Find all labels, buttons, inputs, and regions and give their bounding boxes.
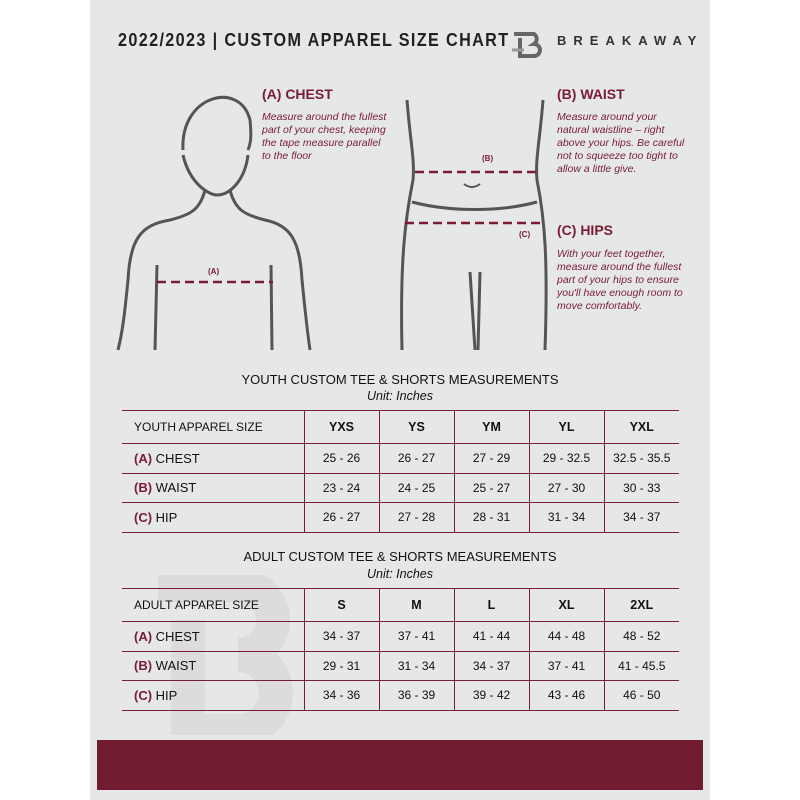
measure-label (122, 444, 304, 474)
measurement-cell: 24 - 25 (379, 473, 454, 503)
waist-description: Measure around your natural waistline – right above your hips. Be careful not to squeeze too tight to allow a little give. (557, 111, 685, 175)
brand-name: BREAKAWAY (557, 33, 704, 48)
waist-marker: (B) (482, 154, 494, 163)
youth-table-title: YOUTH CUSTOM TEE & SHORTS MEASUREMENTS (241, 372, 559, 387)
table-row (122, 651, 679, 681)
size-label: ADULT APPAREL SIZE (122, 589, 304, 622)
measure-label (122, 503, 304, 533)
measure-label (122, 473, 304, 503)
table-row (122, 503, 679, 533)
measurement-cell: 27 - 28 (379, 503, 454, 533)
measurement-cell: 26 - 27 (379, 444, 454, 474)
measure-name: CHEST (155, 450, 200, 466)
measure-name: WAIST (155, 658, 197, 674)
hips-marker: (C) (519, 230, 531, 239)
measure-name: WAIST (155, 480, 197, 496)
measurement-cell: 34 - 36 (304, 681, 379, 711)
measure-code: (B) (134, 480, 153, 496)
measurement-cell: 37 - 41 (529, 651, 604, 681)
size-header: YS (379, 411, 454, 444)
measurement-cell: 25 - 26 (304, 444, 379, 474)
header-row (122, 589, 679, 622)
chest-heading: (A) CHEST (262, 86, 333, 102)
measurement-cell: 27 - 30 (529, 473, 604, 503)
size-header: 2XL (604, 589, 679, 622)
measurement-cell: 29 - 32.5 (529, 444, 604, 474)
measure-label (122, 651, 304, 681)
measure-label (122, 681, 304, 711)
adult-size-table (122, 588, 679, 711)
measurement-cell: 31 - 34 (529, 503, 604, 533)
footer-band (97, 740, 703, 790)
size-header: YL (529, 411, 604, 444)
measurement-cell: 44 - 48 (529, 622, 604, 652)
measure-code: (B) (134, 658, 153, 674)
measurement-cell: 29 - 31 (304, 651, 379, 681)
youth-size-table (122, 410, 679, 533)
measure-code: (C) (134, 687, 153, 703)
size-header: XL (529, 589, 604, 622)
measurement-cell: 32.5 - 35.5 (604, 444, 679, 474)
table-row (122, 473, 679, 503)
measure-code: (C) (134, 509, 153, 525)
table-row (122, 444, 679, 474)
measurement-cell: 23 - 24 (304, 473, 379, 503)
measurement-cell: 36 - 39 (379, 681, 454, 711)
youth-unit: Unit: Inches (366, 389, 433, 403)
page-title: 2022/2023 | CUSTOM APPAREL SIZE CHART (118, 30, 510, 50)
measurement-cell: 31 - 34 (379, 651, 454, 681)
adult-table-title: ADULT CUSTOM TEE & SHORTS MEASUREMENTS (243, 549, 557, 564)
size-header: M (379, 589, 454, 622)
measure-name: HIP (155, 509, 178, 525)
measurement-cell: 25 - 27 (454, 473, 529, 503)
adult-unit: Unit: Inches (366, 567, 433, 581)
header-row (122, 411, 679, 444)
hips-description: With your feet together, measure around the fullest part of your hips to ensure you'll have enough room to move comfortably. (557, 248, 683, 312)
measurement-cell: 46 - 50 (604, 681, 679, 711)
chest-marker: (A) (208, 267, 220, 276)
measurement-cell: 39 - 42 (454, 681, 529, 711)
size-header: YXS (304, 411, 379, 444)
measure-code: (A) (134, 628, 153, 644)
measurement-cell: 48 - 52 (604, 622, 679, 652)
measurement-cell: 41 - 45.5 (604, 651, 679, 681)
measurement-cell: 37 - 41 (379, 622, 454, 652)
size-header: L (454, 589, 529, 622)
chest-description: Measure around the fullest part of your chest, keeping the tape measure parallel to the floor (262, 111, 387, 162)
measurement-cell: 43 - 46 (529, 681, 604, 711)
table-row (122, 622, 679, 652)
measurement-cell: 27 - 29 (454, 444, 529, 474)
measure-name: CHEST (155, 628, 200, 644)
measurement-cell: 41 - 44 (454, 622, 529, 652)
measurement-cell: 26 - 27 (304, 503, 379, 533)
hips-heading: (C) HIPS (557, 222, 613, 238)
size-header: YM (454, 411, 529, 444)
measurement-cell: 34 - 37 (454, 651, 529, 681)
measurement-cell: 28 - 31 (454, 503, 529, 533)
measurement-cell: 34 - 37 (304, 622, 379, 652)
size-header: S (304, 589, 379, 622)
size-header: YXL (604, 411, 679, 444)
table-row (122, 681, 679, 711)
measurement-cell: 30 - 33 (604, 473, 679, 503)
measure-label (122, 622, 304, 652)
measurement-cell: 34 - 37 (604, 503, 679, 533)
measure-name: HIP (155, 687, 178, 703)
measure-code: (A) (134, 450, 153, 466)
waist-heading: (B) WAIST (557, 86, 625, 102)
size-label: YOUTH APPAREL SIZE (122, 411, 304, 444)
